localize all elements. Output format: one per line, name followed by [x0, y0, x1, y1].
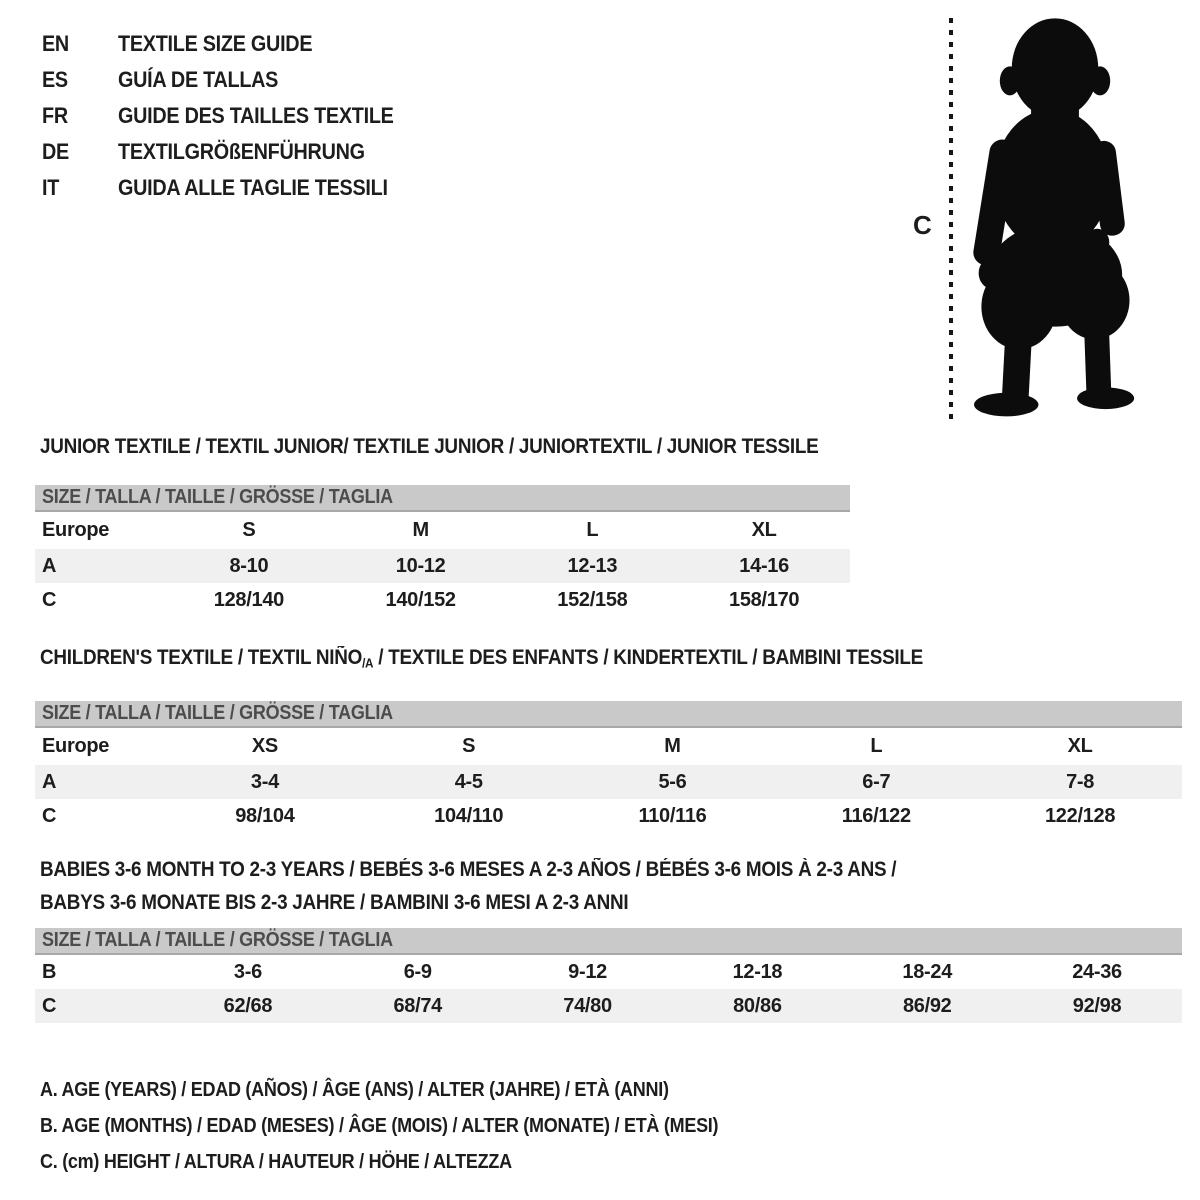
value-cell: 6-7 — [862, 770, 891, 793]
section-babies-textile — [35, 853, 1182, 1023]
language-row-it — [42, 170, 424, 206]
language-title: GUIDE DES TAILLES TEXTILE — [118, 103, 394, 128]
size-header-bar — [35, 928, 1182, 955]
value-cell: 92/98 — [1072, 994, 1122, 1017]
language-list — [42, 26, 424, 206]
value-cell: 74/80 — [563, 994, 612, 1017]
region-label-cell: Europe — [42, 519, 110, 541]
row-label-cell: C — [42, 994, 57, 1017]
region-label-cell: Europe — [42, 735, 110, 758]
size-col-header: XS — [251, 735, 278, 758]
size-header-text: SIZE / TALLA / TAILLE / GRÖSSE / TAGLIA — [42, 929, 393, 951]
value-cell: 6-9 — [403, 960, 432, 983]
height-figure — [905, 8, 1167, 428]
row-label-cell: B — [42, 960, 57, 983]
language-title: GUÍA DE TALLAS — [118, 67, 279, 92]
value-cell: 12-18 — [732, 960, 783, 983]
size-col-header: M — [412, 519, 429, 541]
language-title: TEXTILE SIZE GUIDE — [118, 31, 313, 56]
value-cell: 86/92 — [902, 994, 952, 1017]
language-code: FR — [42, 103, 68, 128]
legend-line-a: A. AGE (YEARS) / EDAD (AÑOS) / ÂGE (ANS) / ALTER (JAHRE) / ETÀ (ANNI) — [40, 1079, 669, 1101]
language-code: DE — [42, 139, 69, 164]
value-cell: 62/68 — [223, 994, 273, 1017]
legend-line-c: C. (cm) HEIGHT / ALTURA / HAUTEUR / HÖHE / ALTEZZA — [40, 1151, 512, 1173]
size-col-header: M — [664, 735, 681, 758]
value-cell: 152/158 — [557, 588, 628, 611]
section-title-line-2: BABYS 3-6 MONATE BIS 2-3 JAHRE / BAMBINI 3-6 MESI A 2-3 ANNI — [40, 891, 629, 914]
value-cell: 5-6 — [658, 770, 687, 793]
value-cell: 12-13 — [567, 554, 618, 577]
language-code: ES — [42, 67, 68, 92]
size-col-header: XL — [1067, 735, 1093, 758]
value-cell: 80/86 — [733, 994, 782, 1017]
value-cell: 98/104 — [235, 804, 295, 827]
row-label-cell: A — [42, 554, 57, 577]
size-col-header: XL — [751, 519, 777, 541]
table-row-height-cm — [35, 583, 850, 617]
size-header-text: SIZE / TALLA / TAILLE / GRÖSSE / TAGLIA — [42, 486, 393, 508]
value-cell: 8-10 — [229, 554, 269, 577]
height-dashed-line — [949, 18, 953, 420]
table-header-row — [35, 512, 850, 549]
table-row-height-cm — [35, 799, 1182, 833]
value-cell: 116/122 — [841, 804, 911, 827]
size-col-header: S — [242, 519, 256, 541]
size-header-bar — [35, 485, 850, 512]
value-cell: 24-36 — [1072, 960, 1122, 983]
language-code: IT — [42, 175, 60, 200]
language-row-de — [42, 134, 424, 170]
measurement-legend — [40, 1072, 794, 1180]
value-cell: 4-5 — [454, 770, 483, 793]
value-cell: 140/152 — [385, 588, 456, 611]
toddler-silhouette-icon — [963, 12, 1147, 420]
table-row-age-years — [35, 549, 850, 583]
section-junior-textile — [35, 436, 850, 617]
language-title: GUIDA ALLE TAGLIE TESSILI — [118, 175, 388, 200]
section-title-line-1: BABIES 3-6 MONTH TO 2-3 YEARS / BEBÉS 3-6 MESES A 2-3 AÑOS / BÉBÉS 3-6 MOIS À 2-3 ANS / — [40, 858, 897, 881]
row-label-cell: C — [42, 588, 57, 611]
gender-subscript: /A — [362, 655, 374, 671]
section-title: CHILDREN'S TEXTILE / TEXTIL $NIÑO_{/A}$ / TEXTILE DES ENFANTS / KINDERTEXTIL / BAMBINI TESSILE — [40, 646, 924, 671]
language-row-es — [42, 62, 424, 98]
value-cell: 68/74 — [393, 994, 443, 1017]
language-row-fr — [42, 98, 424, 134]
size-col-header: L — [870, 735, 883, 758]
value-cell: 3-6 — [233, 960, 262, 983]
language-row-en — [42, 26, 424, 62]
value-cell: 104/110 — [434, 804, 504, 827]
value-cell: 14-16 — [739, 554, 789, 577]
value-cell: 128/140 — [213, 588, 284, 611]
table-row-age-months — [35, 955, 1182, 989]
size-col-header: L — [586, 519, 599, 541]
table-row-height-cm — [35, 989, 1182, 1023]
value-cell: 122/128 — [1044, 804, 1116, 827]
section-childrens-textile — [35, 647, 1182, 833]
value-cell: 7-8 — [1066, 770, 1095, 793]
language-code: EN — [42, 31, 69, 56]
value-cell: 110/116 — [638, 804, 707, 827]
size-col-header: S — [462, 735, 476, 758]
section-title: JUNIOR TEXTILE / TEXTIL JUNIOR/ TEXTILE JUNIOR / JUNIORTEXTIL / JUNIOR TESSILE — [40, 435, 819, 458]
value-cell: 10-12 — [395, 554, 446, 577]
size-header-text: SIZE / TALLA / TAILLE / GRÖSSE / TAGLIA — [42, 702, 393, 725]
height-measure-label: C — [913, 210, 932, 240]
value-cell: 3-4 — [250, 770, 279, 793]
table-header-row — [35, 728, 1182, 765]
value-cell: 18-24 — [902, 960, 953, 983]
value-cell: 9-12 — [568, 960, 607, 983]
size-header-bar — [35, 701, 1182, 728]
language-title: TEXTILGRÖßENFÜHRUNG — [118, 139, 365, 164]
table-row-age-years — [35, 765, 1182, 799]
row-label-cell: C — [42, 804, 57, 827]
row-label-cell: A — [42, 770, 57, 793]
value-cell: 158/170 — [729, 588, 800, 611]
legend-line-b: B. AGE (MONTHS) / EDAD (MESES) / ÂGE (MOIS) / ALTER (MONATE) / ETÀ (MESI) — [40, 1115, 719, 1137]
